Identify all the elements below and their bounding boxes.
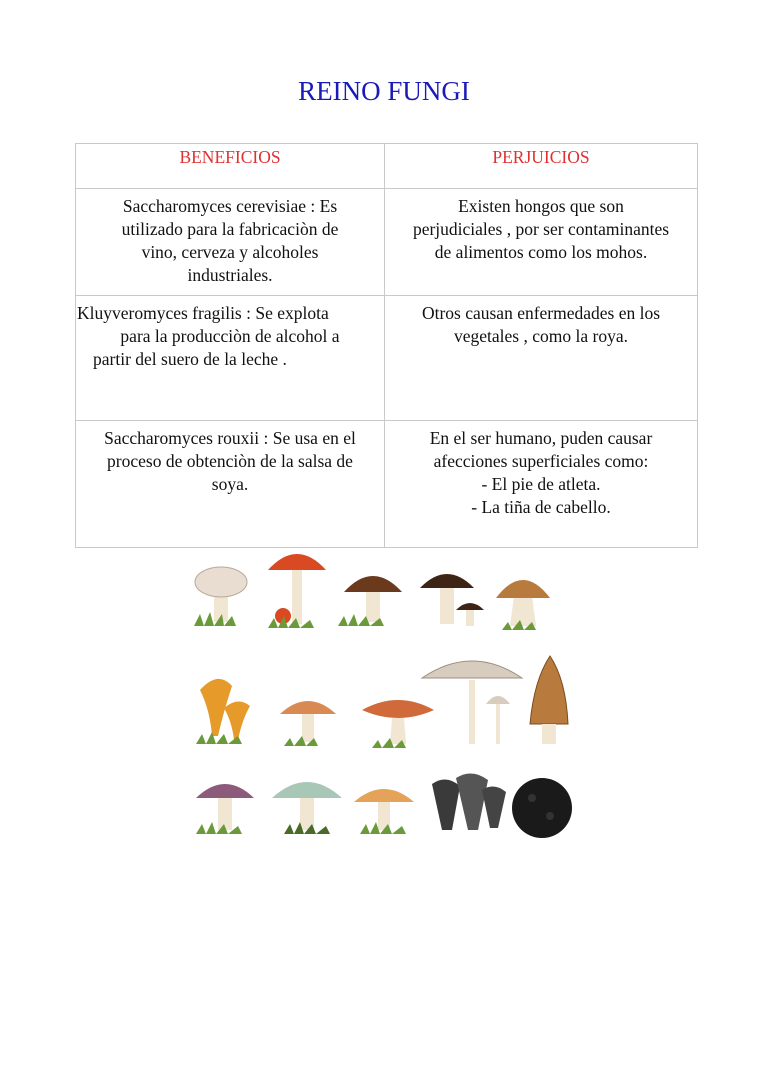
table-row — [76, 421, 698, 548]
header-perjuicios: PERJUICIOS — [385, 144, 698, 189]
table-header-row — [76, 144, 698, 189]
fungi-table — [75, 143, 698, 548]
perjuicio-cell — [385, 296, 698, 421]
table-row — [76, 189, 698, 296]
cell-line: utilizado para la fabricaciòn de — [121, 219, 339, 239]
cell-line: proceso de obtenciòn de la salsa de — [107, 451, 353, 471]
cell-line: perjudiciales , por ser contaminantes — [412, 219, 670, 239]
header-beneficios: BENEFICIOS — [76, 144, 385, 189]
mushroom-8 — [362, 700, 434, 748]
cell-line: - La tiña de cabello. — [471, 497, 611, 517]
mushroom-12 — [272, 782, 342, 834]
cell-line: - El pie de atleta. — [481, 474, 601, 494]
mushroom-4 — [420, 574, 484, 626]
page-title: REINO FUNGI — [298, 76, 470, 106]
mushroom-11 — [196, 784, 254, 834]
beneficio-cell — [76, 421, 385, 548]
cell-line: para la producciòn de alcohol a — [120, 326, 340, 346]
cell-line: soya. — [211, 474, 249, 494]
cell-line: partir del suero de la leche . — [93, 349, 287, 369]
cell-line: Saccharomyces rouxii : Se usa en el — [104, 428, 356, 448]
cell-line: industriales. — [187, 265, 273, 285]
cell-line: Otros causan enfermedades en los — [421, 303, 661, 323]
mushroom-6 — [196, 679, 250, 744]
mushroom-1 — [194, 567, 247, 626]
mushroom-2 — [268, 554, 326, 628]
cell-line: vegetales , como la roya. — [454, 326, 628, 346]
mushroom-3 — [338, 576, 402, 626]
beneficio-cell — [76, 189, 385, 296]
cell-line: Existen hongos que son — [458, 196, 624, 216]
table-row — [76, 296, 698, 421]
mushroom-7 — [280, 701, 336, 746]
mushroom-5 — [496, 580, 550, 630]
mushroom-illustration — [188, 540, 580, 852]
cell-line: vino, cerveza y alcoholes — [141, 242, 319, 262]
perjuicio-cell — [385, 421, 698, 548]
mushroom-13 — [354, 789, 414, 834]
mushroom-15-truffle — [512, 778, 572, 838]
mushroom-14 — [432, 773, 506, 830]
perjuicio-cell — [385, 189, 698, 296]
cell-line: de alimentos como los mohos. — [434, 242, 648, 262]
mushroom-10 — [530, 656, 568, 744]
beneficio-cell — [76, 296, 385, 421]
cell-line: Saccharomyces cerevisiae : Es — [122, 196, 338, 216]
mushroom-9 — [422, 661, 522, 744]
cell-line: Kluyveromyces fragilis : Se explota — [77, 303, 329, 323]
cell-line: En el ser humano, puden causar — [429, 428, 653, 448]
cell-line: afecciones superficiales como: — [433, 451, 649, 471]
